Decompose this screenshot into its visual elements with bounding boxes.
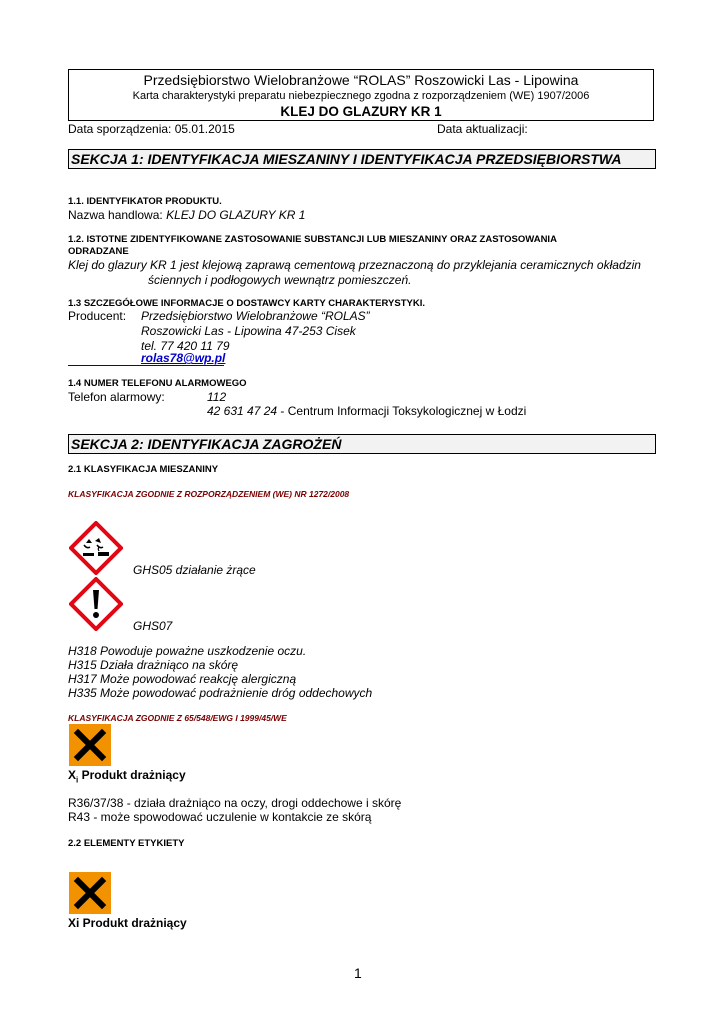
s22-heading: 2.2 ELEMENTY ETYKIETY [68, 838, 185, 849]
alarm-label: Telefon alarmowy: [68, 390, 165, 404]
class-67548-heading: KLASYFIKACJA ZGODNIE Z 65/548/EWG I 1999/45/WE [68, 713, 287, 723]
ghs05-label: GHS05 działanie żrące [133, 563, 256, 577]
h-statement-2: H315 Działa drażniąco na skórę [68, 658, 239, 672]
h-statement-3: H317 Może powodować reakcję alergiczną [68, 672, 297, 686]
document-header [68, 69, 654, 121]
dates-row [68, 122, 654, 136]
r-statement-1: R36/37/38 - działa drażniąco na oczy, drogi oddechowe i skórę [68, 796, 402, 810]
s14-heading: 1.4 NUMER TELEFONU ALARMOWEGO [68, 378, 247, 389]
xi-sub: i [76, 775, 79, 785]
trade-name-label: Nazwa handlowa: [68, 208, 167, 222]
document-subtitle: Karta charakterystyki preparatu niebezpiecznego zgodna z rozporządzeniem (WE) 1907/2006 [132, 90, 590, 102]
xi-irritant-icon [69, 724, 111, 766]
s12-heading-1: 1.2. ISTOTNE ZIDENTYFIKOWANE ZASTOSOWANIE SUBSTANCJI LUB MIESZANINY ORAZ ZASTOSOWANIA [68, 234, 557, 245]
trade-name-value: KLEJ DO GLAZURY KR 1 [166, 208, 306, 222]
page-number: 1 [354, 965, 362, 981]
toxic-center-line [207, 404, 526, 418]
updated-date: Data aktualizacji: [437, 122, 528, 136]
trade-name [68, 208, 305, 222]
s13-heading: 1.3 SZCZEGÓŁOWE INFORMACJE O DOSTAWCY KARTY CHARAKTERYSTYKI. [68, 298, 425, 309]
s12-heading-2: ODRADZANE [68, 246, 129, 257]
product-title: KLEJ DO GLAZURY KR 1 [280, 104, 442, 119]
s12-text-2: ściennych i podłogowych wewnątrz pomieszczeń. [148, 273, 412, 287]
ghs05-corrosive-icon [69, 521, 123, 575]
producer-label: Producent: [68, 309, 127, 323]
xi-main: X [68, 768, 77, 782]
producer-email[interactable] [141, 351, 225, 365]
h-statement-1: H318 Powoduje poważne uszkodzenie oczu. [68, 644, 307, 658]
toxic-number: 42 631 47 24 [207, 404, 278, 418]
alarm-number: 112 [207, 390, 227, 404]
xi-irritant-icon-label [69, 872, 111, 914]
ghs07-label: GHS07 [133, 619, 173, 633]
xi-text: Produkt drażniący [78, 768, 186, 782]
class-1272-heading: KLASYFIKACJA ZGODNIE Z ROZPORZĄDZENIEM (WE) NR 1272/2008 [68, 489, 350, 499]
producer-name: Przedsiębiorstwo Wielobranżowe “ROLAS” [141, 309, 370, 323]
r-statement-2: R43 - może spowodować uczulenie w kontakcie ze skórą [68, 810, 372, 824]
s12-text-1: Klej do glazury KR 1 jest klejową zaprawą cementową przeznaczoną do przyklejania ceramicznych okładzin [68, 258, 641, 272]
s11-heading: 1.1. IDENTYFIKATOR PRODUKTU. [68, 196, 222, 207]
h-statement-4: H335 Może powodować podrażnienie dróg oddechowych [68, 686, 373, 700]
section-1-title: SEKCJA 1: IDENTYFIKACJA MIESZANINY I IDENTYFIKACJA PRZEDSIĘBIORSTWA [68, 149, 656, 169]
section-2-title: SEKCJA 2: IDENTYFIKACJA ZAGROŻEŃ [68, 434, 656, 454]
company-name: Przedsiębiorstwo Wielobranżowe “ROLAS” Roszowicki Las - Lipowina [143, 72, 579, 88]
producer-address: Roszowicki Las - Lipowina 47-253 Cisek [141, 324, 356, 338]
producer-phone: tel. 77 420 11 79 [141, 339, 230, 353]
ghs07-exclamation-icon [69, 577, 123, 631]
created-date: Data sporządzenia: 05.01.2015 [68, 122, 235, 136]
s21-heading: 2.1 KLASYFIKACJA MIESZANINY [68, 464, 219, 475]
xi-label-2: Xi Produkt drażniący [68, 916, 187, 930]
toxic-center: - Centrum Informacji Toksykologicznej w Łodzi [277, 404, 527, 418]
xi-label [68, 768, 186, 784]
email-link[interactable]: rolas78@wp.pl [141, 351, 226, 365]
